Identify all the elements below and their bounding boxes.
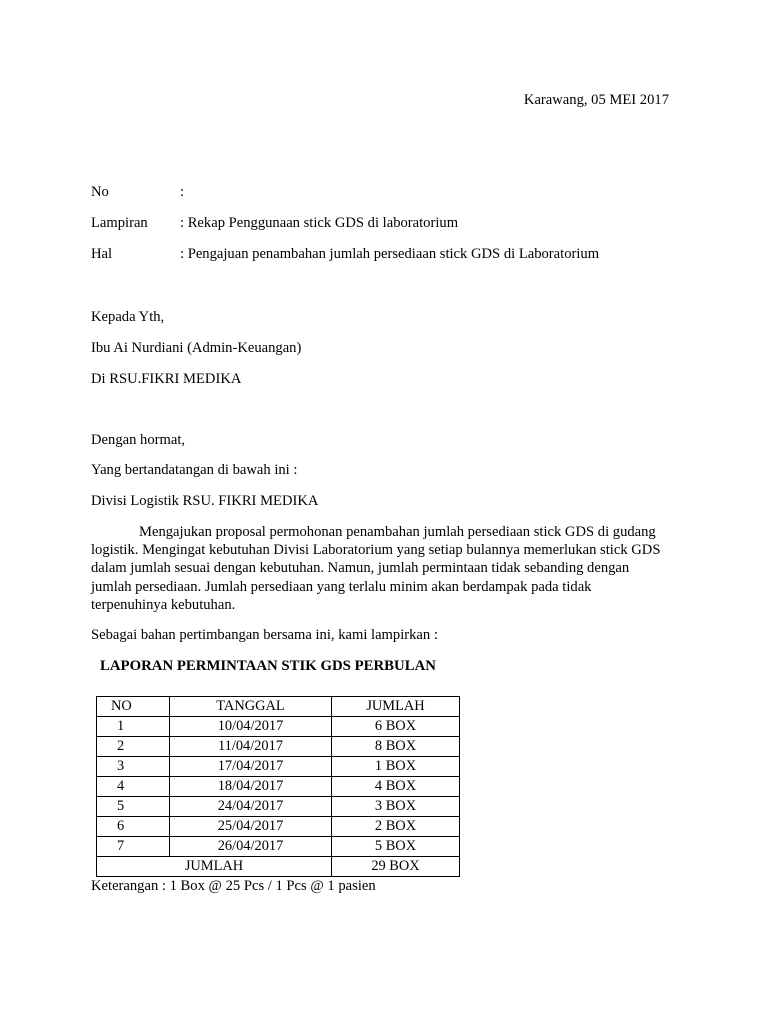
report-table <box>96 696 460 877</box>
row-no: 3 <box>97 757 170 777</box>
row-jumlah: 6 BOX <box>332 717 460 737</box>
row-no: 4 <box>97 777 170 797</box>
row-jumlah: 5 BOX <box>332 837 460 857</box>
salutation: Dengan hormat, <box>91 432 186 448</box>
header-jumlah: JUMLAH <box>332 697 460 717</box>
row-tanggal: 25/04/2017 <box>170 817 332 837</box>
row-tanggal: 18/04/2017 <box>170 777 332 797</box>
meta-hal-value: : Pengajuan penambahan jumlah persediaan stick GDS di Laboratorium <box>180 246 600 262</box>
meta-lampiran-label: Lampiran <box>91 215 148 231</box>
row-jumlah: 2 BOX <box>332 817 460 837</box>
attachment-intro: Sebagai bahan pertimbangan bersama ini, kami lampirkan : <box>91 627 438 643</box>
letter-date: Karawang, 05 MEI 2017 <box>523 92 669 108</box>
table-row <box>97 737 460 757</box>
total-label: JUMLAH <box>97 857 332 877</box>
table-row <box>97 777 460 797</box>
table-row <box>97 817 460 837</box>
table-total-row <box>97 857 460 877</box>
report-title: LAPORAN PERMINTAAN STIK GDS PERBULAN <box>100 658 436 674</box>
recipient-greeting: Kepada Yth, <box>91 309 165 325</box>
row-tanggal: 26/04/2017 <box>170 837 332 857</box>
table-note: Keterangan : 1 Box @ 25 Pcs / 1 Pcs @ 1 pasien <box>91 878 376 894</box>
row-tanggal: 10/04/2017 <box>170 717 332 737</box>
table-row <box>97 717 460 737</box>
row-no: 2 <box>97 737 170 757</box>
recipient-place: Di RSU.FIKRI MEDIKA <box>91 371 242 387</box>
row-no: 6 <box>97 817 170 837</box>
meta-hal-label: Hal <box>91 246 113 262</box>
row-no: 1 <box>97 717 170 737</box>
row-jumlah: 1 BOX <box>332 757 460 777</box>
row-jumlah: 4 BOX <box>332 777 460 797</box>
row-tanggal: 24/04/2017 <box>170 797 332 817</box>
row-jumlah: 8 BOX <box>332 737 460 757</box>
table-row <box>97 837 460 857</box>
recipient-name: Ibu Ai Nurdiani (Admin-Keuangan) <box>91 340 302 356</box>
row-tanggal: 11/04/2017 <box>170 737 332 757</box>
division-name: Divisi Logistik RSU. FIKRI MEDIKA <box>91 493 319 509</box>
table-header-row <box>97 697 460 717</box>
table-row <box>97 757 460 777</box>
body-paragraph: Mengajukan proposal permohonan penambahan jumlah persediaan stick GDS di gudang logistik. Mengingat kebutuhan Divisi Laboratorium yang setiap bulannya memerlukan stick GDS dalam jumlah sesuai dengan kebutuhan. Namun, jumlah permintaan tidak sebanding dengan jumlah persediaan. Jumlah persediaan yang terlalu minim akan berdampak pada tidak terpenuhinya kebutuhan. <box>91 524 661 613</box>
signer-intro: Yang bertandatangan di bawah ini : <box>91 462 298 478</box>
meta-no-label: No <box>91 184 109 200</box>
meta-no-value: : <box>180 184 185 200</box>
table-row <box>97 797 460 817</box>
row-tanggal: 17/04/2017 <box>170 757 332 777</box>
row-no: 7 <box>97 837 170 857</box>
total-value: 29 BOX <box>332 857 460 877</box>
row-jumlah: 3 BOX <box>332 797 460 817</box>
meta-lampiran-value: : Rekap Penggunaan stick GDS di laboratorium <box>180 215 459 231</box>
row-no: 5 <box>97 797 170 817</box>
header-no: NO <box>97 697 170 717</box>
header-tanggal: TANGGAL <box>170 697 332 717</box>
